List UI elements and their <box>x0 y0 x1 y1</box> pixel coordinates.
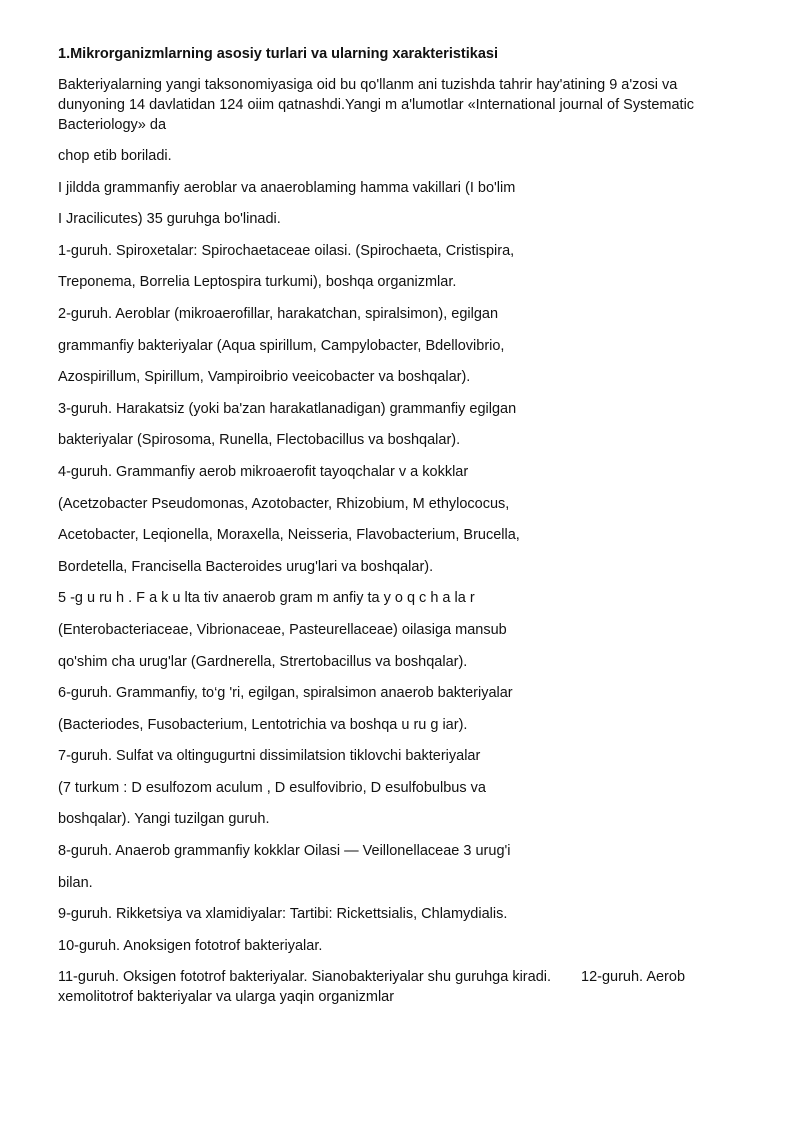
text-line: 9-guruh. Rikketsiya va xlamidiyalar: Tartibi: Rickettsialis, Chlamydialis. <box>58 906 508 923</box>
text-line: 10-guruh. Anoksigen fototrof bakteriyalar. <box>58 937 323 954</box>
text-line: Azospirillum, Spirillum, Vampiroibrio veeicobacter va boshqalar). <box>58 369 471 386</box>
text-line: Treponema, Borrelia Leptospira turkumi), boshqa organizmlar. <box>58 274 457 291</box>
text-line: (Acetzobacter Pseudomonas, Azotobacter, Rhizobium, M ethylococus, <box>58 495 510 512</box>
intro-paragraph: Bakteriyalarning yangi taksonomiyasiga oid bu qo'llanm ani tuzishda tahrir hay'atining 9 a'zosi va dunyoning 14 davlatidan 124 oiim qatnashdi.Yangi m a'lumotlar «International journal of Systematic Bacteriology» da <box>58 77 695 133</box>
text-line: I Jracilicutes) 35 guruhga bo'linadi. <box>58 211 281 228</box>
last-row-right-text: 12-guruh. Aerob <box>581 969 686 986</box>
text-line: 6-guruh. Grammanfiy, to‘g 'ri, egilgan, spiralsimon anaerob bakteriyalar <box>58 685 513 702</box>
text-line: 3-guruh. Harakatsiz (yoki ba'zan harakatlanadigan) grammanfiy egilgan <box>58 400 517 417</box>
text-line: boshqalar). Yangi tuzilgan guruh. <box>58 811 270 828</box>
text-line: I jildda grammanfiy aeroblar va anaeroblaming hamma vakillari (I bo'lim <box>58 179 516 196</box>
text-line: Bordetella, Francisella Bacteroides urug'lari va boshqalar). <box>58 558 434 575</box>
text-lines <box>58 146 738 956</box>
text-line: 8-guruh. Anaerob grammanfiy kokklar Oilasi — Veillonellaceae 3 urug'i <box>58 843 511 860</box>
last-row-tail-text: xemolitotrof bakteriyalar va ularga yaqin organizmlar <box>58 989 395 1006</box>
text-line: 2-guruh. Aeroblar (mikroaerofillar, harakatchan, spiralsimon), egilgan <box>58 305 499 322</box>
last-row <box>58 967 738 987</box>
text-line: 4-guruh. Grammanfiy aerob mikroaerofit tayoqchalar v a kokklar <box>58 463 469 480</box>
text-line: 1-guruh. Spiroxetalar: Spirochaetaceae oilasi. (Spirochaeta, Cristispira, <box>58 242 515 259</box>
text-line: grammanfiy bakteriyalar (Aqua spirillum, Campylobacter, Bdellovibrio, <box>58 337 505 354</box>
text-line: 5 -g u ru h . F a k u lta tiv anaerob gram m anfiy ta y o q c h a la r <box>58 590 475 607</box>
text-line: (Bacteriodes, Fusobacterium, Lentotrichia va boshqa u ru g iar). <box>58 716 468 733</box>
text-line: (Enterobacteriaceae, Vibrionaceae, Pasteurellaceae) oilasiga mansub <box>58 621 507 638</box>
text-line: bilan. <box>58 874 93 891</box>
last-row-left-text: 11-guruh. Oksigen fototrof bakteriyalar. Sianobakteriyalar shu guruhga kiradi. <box>58 969 552 986</box>
text-line: (7 turkum : D esulfozom aculum , D esulfovibrio, D esulfobulbus va <box>58 779 486 796</box>
document-title: 1.Mikrorganizmlarning asosiy turlari va ularning xarakteristikasi <box>58 46 498 62</box>
text-line: chop etib boriladi. <box>58 148 172 164</box>
text-line: Acetobacter, Leqionella, Moraxella, Neisseria, Flavobacterium, Brucella, <box>58 527 520 544</box>
document-body <box>58 44 738 1007</box>
text-line: 7-guruh. Sulfat va oltingugurtni dissimilatsion tiklovchi bakteriyalar <box>58 748 481 765</box>
text-line: qo'shim cha urug'lar (Gardnerella, Strertobacillus va boshqalar). <box>58 653 468 670</box>
text-line: bakteriyalar (Spirosoma, Runella, Flectobacillus va boshqalar). <box>58 432 461 449</box>
